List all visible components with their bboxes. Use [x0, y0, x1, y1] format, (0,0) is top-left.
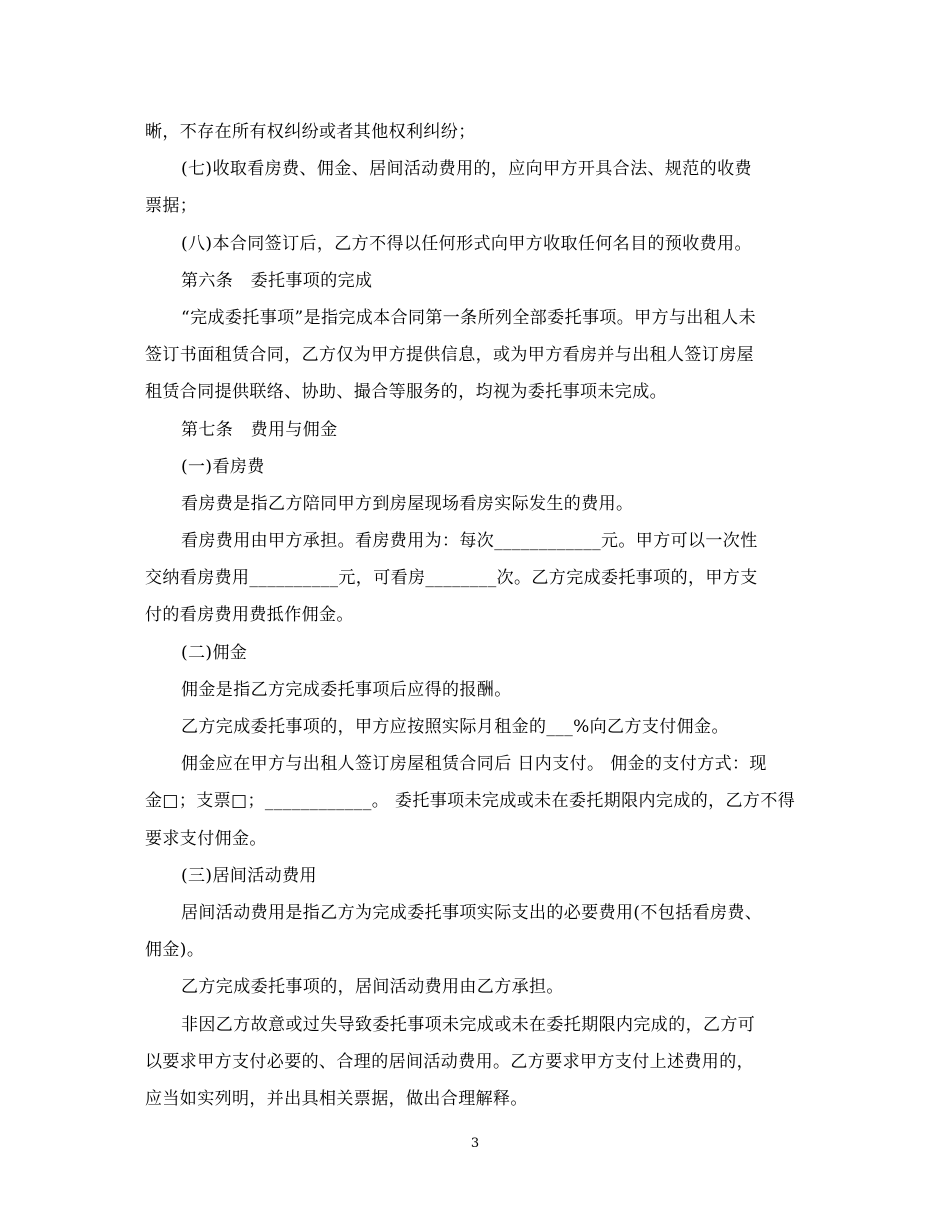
paragraph-line: 要求支付佣金。	[145, 828, 267, 849]
section-heading-article-6: 第六条 委托事项的完成	[181, 270, 373, 291]
page-number: 3	[470, 1136, 480, 1151]
paragraph-line: 晰，不存在所有权纠纷或者其他权利纠纷；	[145, 122, 476, 142]
paragraph-line: 交纳看房费用__________元，可看房________次。乙方完成委托事项的，甲方支	[145, 568, 758, 589]
paragraph-line: 非因乙方故意或过失导致委托事项未完成或未在委托期限内完成的，乙方可	[181, 1014, 756, 1035]
paragraph-line: 佣金应在甲方与出租人签订房屋租赁合同后 日内支付。 佣金的支付方式：现	[181, 754, 767, 775]
paragraph-line: (七)收取看房费、佣金、居间活动费用的，应向甲方开具合法、规范的收费	[181, 159, 752, 180]
paragraph-line: 佣金是指乙方完成委托事项后应得的报酬。	[181, 679, 512, 700]
paragraph-line: 乙方完成委托事项的，甲方应按照实际月租金的___%向乙方支付佣金。	[181, 717, 729, 737]
paragraph-line: 付的看房费用费抵作佣金。	[145, 605, 354, 626]
section-heading-article-7: 第七条 费用与佣金	[181, 419, 338, 440]
paragraph-line: 以要求甲方支付必要的、合理的居间活动费用。乙方要求甲方支付上述费用的，	[145, 1051, 754, 1072]
document-body	[145, 114, 807, 1118]
paragraph-line: 租赁合同提供联络、协助、撮合等服务的，均视为委托事项未完成。	[145, 382, 667, 403]
paragraph-line: 居间活动费用是指乙方为完成委托事项实际支出的必要费用(不包括看房费、	[181, 902, 763, 923]
paragraph-line: “完成委托事项”是指完成本合同第一条所列全部委托事项。甲方与出租人未	[181, 307, 756, 328]
paragraph-line: 票据；	[145, 196, 198, 217]
subsection-heading: (一)看房费	[181, 456, 265, 477]
paragraph-line: 应当如实列明，并出具相关票据，做出合理解释。	[145, 1088, 528, 1109]
subsection-heading: (三)居间活动费用	[181, 865, 317, 886]
paragraph-line: 看房费是指乙方陪同甲方到房屋现场看房实际发生的费用。	[181, 493, 634, 514]
paragraph-line: 金□；支票□；____________。 委托事项未完成或未在委托期限内完成的，乙方不得	[145, 791, 796, 812]
paragraph-line: 看房费用由甲方承担。看房费用为：每次____________元。甲方可以一次性	[181, 531, 758, 552]
paragraph-line: 签订书面租赁合同，乙方仅为甲方提供信息，或为甲方看房并与出租人签订房屋	[145, 345, 754, 366]
paragraph-line: (八)本合同签订后，乙方不得以任何形式向甲方收取任何名目的预收费用。	[181, 233, 752, 254]
subsection-heading: (二)佣金	[181, 642, 248, 663]
paragraph-line: 佣金)。	[145, 940, 205, 961]
paragraph-line: 乙方完成委托事项的，居间活动费用由乙方承担。	[181, 977, 564, 998]
